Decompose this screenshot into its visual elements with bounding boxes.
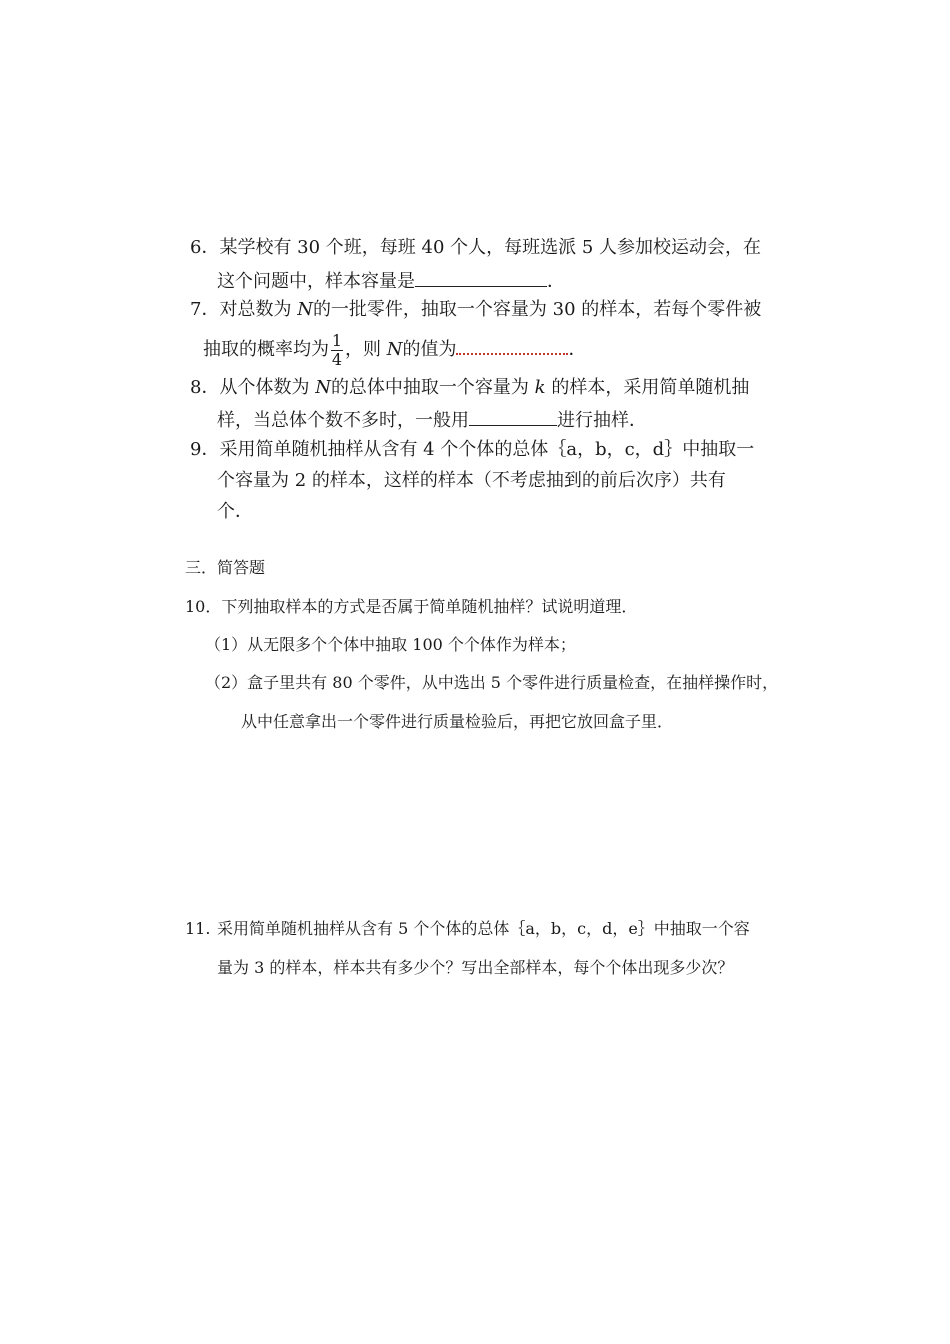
question-7-line-1: 7．对总数为 N的一批零件，抽取一个容量为 30 的样本，若每个零件被 — [190, 299, 762, 320]
question-9-line-2: 个容量为 2 的样本，这样的样本（不考虑抽到的前后次序）共有 — [217, 470, 726, 491]
question-8-line-1: 8．从个体数为 N的总体中抽取一个容量为 k 的样本，采用简单随机抽 — [190, 377, 750, 398]
question-11-line-2: 量为 3 的样本，样本共有多少个？写出全部样本，每个个体出现多少次？ — [217, 958, 734, 977]
answer-blank[interactable] — [456, 335, 568, 355]
section-3-heading: 三．简答题 — [185, 558, 266, 577]
question-10-item-1: （1）从无限多个个体中抽取 100 个个体作为样本； — [205, 635, 576, 654]
answer-blank[interactable] — [469, 407, 557, 426]
question-7-line-2: 抽取的概率均为 $\frac{1}{4}$ ，则 N的值为 ． — [203, 330, 587, 369]
question-9-number: 9． — [190, 439, 220, 460]
question-11-number: 11. — [185, 919, 211, 938]
question-8-line-2: 样，当总体个数不多时，一般用 进行抽样． — [217, 407, 647, 433]
question-11-line-1: 11. 采用简单随机抽样从含有 5 个个体的总体｛a，b，c，d，e｝中抽取一个容 — [185, 917, 750, 941]
question-6-line-1: 6．某学校有 30 个班，每班 40 个人，每班选派 5 人参加校运动会，在 — [190, 237, 762, 258]
question-10-item-2-line-1: （2）盒子里共有 80 个零件，从中选出 5 个零件进行质量检查，在抽样操作时， — [205, 673, 779, 692]
question-6-number: 6． — [190, 237, 220, 258]
question-10-stem: 10．下列抽取样本的方式是否属于简单随机抽样？试说明道理． — [185, 597, 638, 616]
fraction-one-quarter: $\frac{1}{4}$ — [331, 330, 343, 369]
answer-blank[interactable] — [415, 268, 547, 287]
question-6-line-2: 这个问题中，样本容量是 ． — [217, 268, 565, 294]
question-9-line-3: 个． — [217, 501, 253, 522]
question-9-line-1: 9．采用简单随机抽样从含有 4 个个体的总体｛a，b，c，d｝中抽取一 — [190, 439, 755, 460]
question-8-number: 8． — [190, 377, 220, 398]
question-7-number: 7． — [190, 299, 220, 320]
question-10-item-2-line-2: 从中任意拿出一个零件进行质量检验后，再把它放回盒子里． — [241, 712, 674, 731]
